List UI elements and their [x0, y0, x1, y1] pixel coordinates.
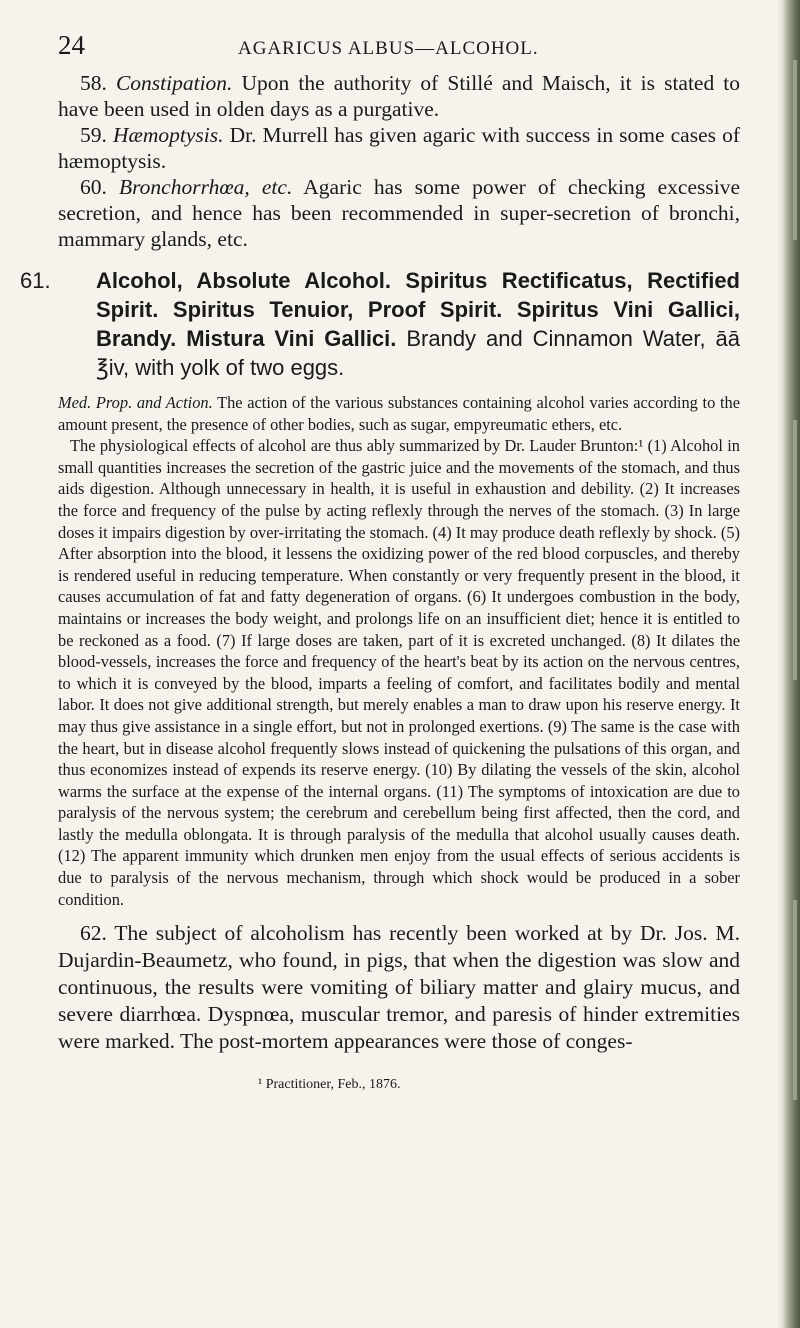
paragraph-text: The subject of alcoholism has recently been worked at by Dr. Jos. M. Dujardin-Beaumetz, who found, in pigs, that when the digestion was slow and continuous, the results were vomiting of biliary matter and glairy mucus, and severe diarrhœa. Dyspnœa, muscular tremor, and paresis of hinder extremities were marked. The post-mortem appearances were those of conges-: [58, 921, 740, 1054]
medical-properties-block: [58, 392, 740, 910]
med-label: Med. Prop. and Action.: [58, 393, 213, 412]
paragraph-58: [58, 70, 740, 122]
paragraph-title: Hæmoptysis.: [112, 123, 224, 147]
page-edge-binding: [776, 0, 800, 1328]
section-title: Alcohol, Absolute Alcohol. Spiritus Rectificatus, Rectified Spirit. Spiritus Tenuior, Proof Spirit. Spiritus Vini Gallici, Brandy. Mistura Vini Gallici.: [96, 268, 740, 351]
book-page: [20, 30, 741, 1093]
paragraph-59: [58, 122, 740, 174]
paragraph-title: Bronchorrhœa, etc.: [118, 175, 293, 199]
footnote: ¹ Practitioner, Feb., 1876.: [258, 1076, 401, 1092]
edge-streak: [793, 60, 797, 240]
section-prescription: Brandy and Cinnamon Water, āā ℥iv, with yolk of two eggs.: [96, 326, 740, 380]
edge-streak: [793, 420, 797, 680]
med-paragraph-2: [58, 435, 740, 910]
paragraph-number: 60.: [80, 175, 107, 199]
edge-streak: [793, 900, 797, 1100]
med-text-1: The action of the various substances containing alcohol varies according to the amount present, the presence of other bodies, such as sugar, empyreumatic ethers, etc.: [58, 393, 740, 434]
running-title: AGARICUS ALBUS—ALCOHOL.: [238, 38, 539, 59]
med-text-2: The physiological effects of alcohol are thus ably summarized by Dr. Lauder Brunton:¹ (1) Alcohol in small quantities increases the secretion of the gastric juice and the movements of the stomach, and thus aids digestion. Although unnecessary in health, it is useful in exhaustion and debility. (2) It increases the force and frequency of the pulse by acting reflexly through the nerves of the stomach. (3) In large doses it impairs digestion by over-irritating the stomach. (4) It may produce death reflexly by shock. (5) After absorption into the blood, it lessens the oxidizing power of the red blood corpuscles, and thereby is rendered useful in reducing temperature. When constantly or very frequently present in the blood, it causes accumulation of fat and fatty degeneration of organs. (6) It undergoes combustion in the body, maintains or increases the body weight, and prolongs life on an insufficient diet; hence it is entitled to be reckoned as a food. (7) If large doses are taken, part of it is excreted unchanged. (8) It dilates the blood-vessels, increases the force and frequency of the heart's beat by its action on the nervous centres, to which it is conveyed by the blood, imparts a feeling of comfort, and facilitates bodily and mental labor. It does not give additional strength, but merely enables a man to draw upon his reserve energy. It may thus give assistance in a single effort, but not in prolonged exertions. (9) The same is the case with the heart, but in disease alcohol frequently slows instead of quickening the pulsations of this organ, and thus economizes instead of expends its reserve energy. (10) By dilating the vessels of the skin, alcohol warms the surface at the expense of the internal organs. (11) The symptoms of intoxication are due to paralysis of the nervous system; the cerebrum and cerebellum being first affected, then the cord, and lastly the medulla oblongata. It is through paralysis of the medulla that alcohol usually causes death. (12) The apparent immunity which drunken men enjoy from the usual effects of serious accidents is due to paralysis of the nervous mechanism, through which shock would be produced in a sober condition.: [58, 436, 740, 909]
paragraph-title: Constipation.: [115, 71, 233, 95]
paragraph-number: 58.: [80, 71, 107, 95]
paragraph-number: 59.: [80, 123, 107, 147]
paragraph-62: [58, 920, 740, 1055]
section-number: 61.: [20, 268, 51, 293]
section-61-heading: [20, 266, 740, 382]
paragraph-text: Upon the authority of Stillé and Maisch, it is stated to have been used in olden days as a purgative.: [58, 71, 741, 121]
page-header: [58, 30, 740, 70]
paragraph-number: 62.: [80, 921, 107, 946]
paragraph-text: Dr. Murrell has given agaric with success in some cases of hæmoptysis.: [58, 123, 741, 173]
med-paragraph-1: [58, 392, 740, 435]
page-number: 24: [58, 30, 85, 60]
paragraph-text: Agaric has some power of checking excessive secretion, and hence has been recommended in super-secretion of bronchi, mammary glands, etc.: [58, 175, 740, 251]
paragraph-60: [58, 174, 740, 252]
